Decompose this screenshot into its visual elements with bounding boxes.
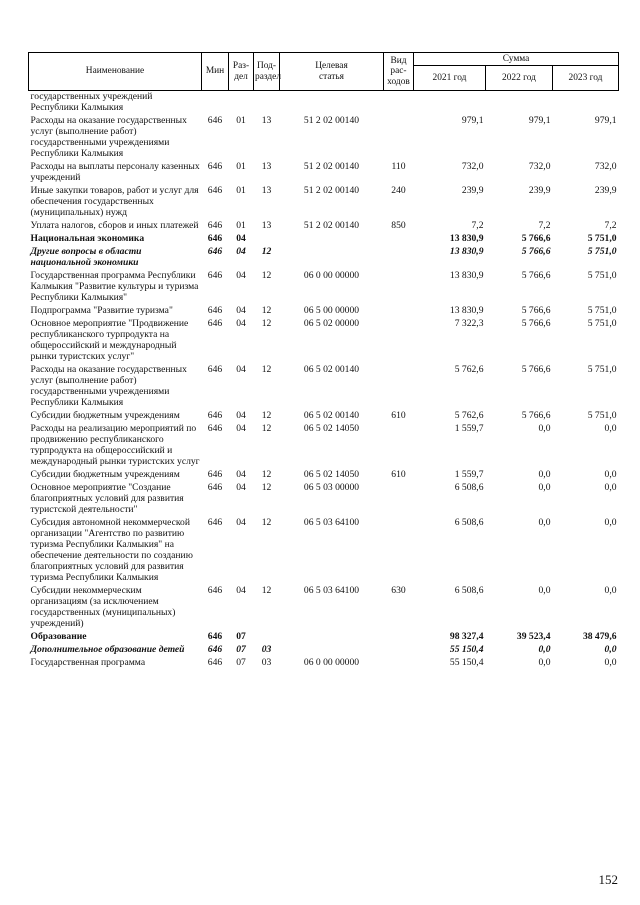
row-statya xyxy=(280,233,384,246)
row-min: 646 xyxy=(207,423,223,434)
row-podrazdel: 12 xyxy=(261,318,272,329)
row-min: 646 xyxy=(207,185,223,196)
row-sum-2023: 239,9 xyxy=(594,185,617,196)
row-sum-2022: 0,0 xyxy=(538,423,551,434)
row-sum-2021: 979,1 xyxy=(461,115,484,126)
header-razdel: Раз- дел xyxy=(229,53,254,91)
row-podrazdel: 13 xyxy=(261,161,272,172)
row-razdel: 04 xyxy=(236,410,246,421)
table-row xyxy=(29,517,619,585)
row-statya xyxy=(280,644,384,657)
table-row xyxy=(29,423,619,469)
row-name: Расходы на выплаты персоналу казенных учреждений xyxy=(30,161,200,183)
header-year-2022: 2022 год xyxy=(486,66,553,91)
row-sum-2023: 5 751,0 xyxy=(587,410,617,421)
row-name: Иные закупки товаров, работ и услуг для обеспечения государственных (муниципальных) нужд xyxy=(30,185,199,218)
row-min: 646 xyxy=(207,305,223,316)
row-vid xyxy=(384,318,414,364)
row-vid xyxy=(384,364,414,410)
row-vid: 850 xyxy=(391,220,406,231)
table-row xyxy=(29,644,619,657)
table-row xyxy=(29,469,619,482)
row-sum-2021: 7,2 xyxy=(471,220,484,231)
row-vid xyxy=(384,246,414,270)
row-sum-2023: 0,0 xyxy=(604,482,617,493)
row-podrazdel: 12 xyxy=(261,423,272,434)
header-summa: Сумма xyxy=(414,53,619,66)
row-sum-2022: 732,0 xyxy=(528,161,551,172)
row-min: 646 xyxy=(207,657,223,668)
row-name: Подпрограмма "Развитие туризма" xyxy=(30,305,173,316)
row-sum-2021: 98 327,4 xyxy=(449,631,484,642)
row-statya: 06 5 03 64100 xyxy=(303,585,360,596)
row-razdel xyxy=(229,91,254,116)
table-row xyxy=(29,91,619,116)
row-name: Субсидии некоммерческим организациям (за исключением государственных (муниципальных) учреждений) xyxy=(30,585,176,629)
row-min: 646 xyxy=(207,644,223,655)
row-sum-2021: 7 322,3 xyxy=(454,318,484,329)
table-row xyxy=(29,318,619,364)
row-razdel: 04 xyxy=(236,423,246,434)
row-min: 646 xyxy=(207,233,223,244)
row-podrazdel xyxy=(254,91,280,116)
row-podrazdel: 12 xyxy=(261,246,272,257)
row-statya: 06 0 00 00000 xyxy=(303,657,360,668)
table-row xyxy=(29,631,619,644)
row-vid xyxy=(384,233,414,246)
header-name: Наименование xyxy=(29,53,202,91)
row-sum-2021: 1 559,7 xyxy=(454,469,484,480)
row-sum-2022: 5 766,6 xyxy=(521,233,551,244)
row-statya: 06 5 02 00140 xyxy=(303,410,360,421)
row-min: 646 xyxy=(207,469,223,480)
row-razdel: 04 xyxy=(236,246,246,257)
header-statya: Целевая статья xyxy=(280,53,384,91)
row-vid xyxy=(384,270,414,305)
row-podrazdel: 12 xyxy=(261,270,272,281)
row-sum-2021: 55 150,4 xyxy=(449,644,484,655)
row-sum-2022: 979,1 xyxy=(528,115,551,126)
header-min: Мин xyxy=(202,53,229,91)
row-name: Государственная программа xyxy=(30,657,146,668)
row-name: Расходы на реализацию мероприятий по продвижению республиканского турпродукта на общероссийский и международный рынки туристских услуг xyxy=(30,423,200,467)
table-body xyxy=(29,91,619,671)
table-row xyxy=(29,161,619,185)
table-row xyxy=(29,185,619,220)
row-sum-2022: 5 766,6 xyxy=(521,364,551,375)
row-statya: 51 2 02 00140 xyxy=(303,220,360,231)
row-sum-2023: 0,0 xyxy=(604,657,617,668)
row-sum-2023: 0,0 xyxy=(604,644,617,655)
row-sum-2022: 0,0 xyxy=(538,517,551,528)
row-podrazdel: 12 xyxy=(261,469,272,480)
row-vid xyxy=(384,482,414,517)
row-statya: 06 0 00 00000 xyxy=(303,270,360,281)
row-razdel: 01 xyxy=(236,220,246,231)
row-podrazdel: 03 xyxy=(261,657,272,668)
table-row xyxy=(29,246,619,270)
row-min: 646 xyxy=(207,482,223,493)
row-vid: 110 xyxy=(391,161,406,172)
row-podrazdel: 12 xyxy=(261,517,272,528)
row-sum-2023: 0,0 xyxy=(604,585,617,596)
row-sum-2023: 5 751,0 xyxy=(587,246,617,257)
row-min: 646 xyxy=(207,410,223,421)
budget-table-sheet xyxy=(28,52,618,670)
row-statya: 06 5 02 00140 xyxy=(303,364,360,375)
row-name: Субсидии бюджетным учреждениям xyxy=(30,469,180,480)
row-sum-2023: 0,0 xyxy=(604,423,617,434)
row-vid xyxy=(384,91,414,116)
row-sum-2021: 6 508,6 xyxy=(454,517,484,528)
row-sum-2023 xyxy=(553,91,619,116)
table-row xyxy=(29,233,619,246)
row-sum-2022: 239,9 xyxy=(528,185,551,196)
row-sum-2023: 5 751,0 xyxy=(587,305,617,316)
row-min: 646 xyxy=(207,270,223,281)
row-sum-2022: 0,0 xyxy=(538,469,551,480)
row-vid: 630 xyxy=(391,585,406,596)
row-podrazdel xyxy=(254,631,280,644)
row-podrazdel: 12 xyxy=(261,305,272,316)
row-name: Уплата налогов, сборов и иных платежей xyxy=(30,220,199,231)
row-razdel: 01 xyxy=(236,185,246,196)
row-sum-2021: 1 559,7 xyxy=(454,423,484,434)
row-min: 646 xyxy=(207,517,223,528)
row-razdel: 04 xyxy=(236,517,246,528)
row-sum-2021: 6 508,6 xyxy=(454,482,484,493)
row-sum-2022: 0,0 xyxy=(538,482,551,493)
row-podrazdel: 12 xyxy=(261,364,272,375)
table-row xyxy=(29,305,619,318)
row-sum-2021 xyxy=(414,91,486,116)
row-name: Расходы на оказание государственных услуг (выполнение работ) государственными учреждениями Республики Калмыкия xyxy=(30,115,187,159)
row-vid xyxy=(384,657,414,670)
row-sum-2022: 5 766,6 xyxy=(521,305,551,316)
row-sum-2021: 239,9 xyxy=(461,185,484,196)
row-vid xyxy=(384,305,414,318)
row-podrazdel: 13 xyxy=(261,115,272,126)
row-min: 646 xyxy=(207,220,223,231)
row-sum-2022: 0,0 xyxy=(538,585,551,596)
row-vid: 610 xyxy=(391,469,406,480)
row-sum-2021: 5 762,6 xyxy=(454,410,484,421)
row-sum-2023: 5 751,0 xyxy=(587,233,617,244)
row-sum-2021: 13 830,9 xyxy=(449,305,484,316)
row-vid xyxy=(384,115,414,161)
row-sum-2023: 979,1 xyxy=(594,115,617,126)
row-razdel: 01 xyxy=(236,115,246,126)
row-min: 646 xyxy=(207,631,223,642)
row-razdel: 01 xyxy=(236,161,246,172)
row-name: государственных учреждений Республики Калмыкия xyxy=(30,91,153,113)
row-statya xyxy=(280,246,384,270)
row-podrazdel: 12 xyxy=(261,585,272,596)
table-row xyxy=(29,585,619,631)
row-sum-2023: 0,0 xyxy=(604,517,617,528)
row-min: 646 xyxy=(207,246,223,257)
row-podrazdel: 13 xyxy=(261,220,272,231)
table-row xyxy=(29,364,619,410)
table-row xyxy=(29,270,619,305)
row-sum-2021: 55 150,4 xyxy=(449,657,484,668)
row-name: Основное мероприятие "Создание благоприятных условий для развития туристской деятельности" xyxy=(30,482,184,515)
page-number: 152 xyxy=(598,872,618,887)
row-name: Дополнительное образование детей xyxy=(30,644,185,655)
table-row xyxy=(29,410,619,423)
row-statya: 06 5 02 14050 xyxy=(303,423,360,434)
table-header xyxy=(29,53,619,91)
row-sum-2022: 39 523,4 xyxy=(516,631,551,642)
row-razdel: 04 xyxy=(236,305,246,316)
row-vid xyxy=(384,644,414,657)
row-razdel: 04 xyxy=(236,318,246,329)
header-year-2021: 2021 год xyxy=(414,66,486,91)
row-vid: 610 xyxy=(391,410,406,421)
row-podrazdel xyxy=(254,233,280,246)
row-sum-2023: 732,0 xyxy=(594,161,617,172)
row-sum-2021: 13 830,9 xyxy=(449,270,484,281)
header-year-2023: 2023 год xyxy=(553,66,619,91)
row-sum-2023: 5 751,0 xyxy=(587,318,617,329)
row-vid xyxy=(384,631,414,644)
row-razdel: 07 xyxy=(236,631,246,642)
row-statya xyxy=(280,91,384,116)
row-vid: 240 xyxy=(391,185,406,196)
row-sum-2023: 0,0 xyxy=(604,469,617,480)
table-row xyxy=(29,657,619,670)
row-podrazdel: 12 xyxy=(261,482,272,493)
row-min: 646 xyxy=(207,115,223,126)
row-razdel: 07 xyxy=(236,644,246,655)
row-sum-2023: 7,2 xyxy=(604,220,617,231)
row-name: Субсидия автономной некоммерческой организации "Агентство по развитию туризма Республики Калмыкия" на обеспечение деятельности по созданию благоприятных условий для развития туризма Республики Калмыкия xyxy=(30,517,193,583)
table-row xyxy=(29,115,619,161)
row-sum-2021: 6 508,6 xyxy=(454,585,484,596)
row-razdel: 04 xyxy=(236,469,246,480)
row-razdel: 04 xyxy=(236,585,246,596)
table-row xyxy=(29,220,619,233)
row-name: Государственная программа Республики Калмыкия "Развитие культуры и туризма Республики Калмыкия" xyxy=(30,270,199,303)
row-podrazdel: 13 xyxy=(261,185,272,196)
row-name: Расходы на оказание государственных услуг (выполнение работ) государственными учреждениями Республики Калмыкия xyxy=(30,364,187,408)
row-statya: 51 2 02 00140 xyxy=(303,161,360,172)
row-razdel: 04 xyxy=(236,270,246,281)
row-sum-2022: 7,2 xyxy=(538,220,551,231)
row-sum-2021: 13 830,9 xyxy=(449,233,484,244)
row-statya: 06 5 02 14050 xyxy=(303,469,360,480)
row-sum-2021: 5 762,6 xyxy=(454,364,484,375)
row-sum-2023: 5 751,0 xyxy=(587,364,617,375)
row-razdel: 04 xyxy=(236,482,246,493)
row-sum-2022: 0,0 xyxy=(538,657,551,668)
row-razdel: 04 xyxy=(236,364,246,375)
row-statya: 06 5 03 64100 xyxy=(303,517,360,528)
row-statya: 06 5 00 00000 xyxy=(303,305,360,316)
row-sum-2021: 732,0 xyxy=(461,161,484,172)
row-sum-2022 xyxy=(486,91,553,116)
row-sum-2023: 5 751,0 xyxy=(587,270,617,281)
row-name: Национальная экономика xyxy=(30,233,145,244)
header-vid: Вид рас- ходов xyxy=(384,53,414,91)
row-name: Субсидии бюджетным учреждениям xyxy=(30,410,180,421)
row-sum-2023: 38 479,6 xyxy=(582,631,617,642)
row-vid xyxy=(384,517,414,585)
row-name: Другие вопросы в области национальной экономики xyxy=(30,246,142,268)
row-statya: 06 5 03 00000 xyxy=(303,482,360,493)
budget-table xyxy=(28,52,619,670)
row-name: Основное мероприятие "Продвижение республиканского турпродукта на общероссийский и международный рынки туристских услуг" xyxy=(30,318,189,362)
row-min: 646 xyxy=(207,318,223,329)
row-razdel: 07 xyxy=(236,657,246,668)
row-vid xyxy=(384,423,414,469)
row-min: 646 xyxy=(207,364,223,375)
row-sum-2022: 5 766,6 xyxy=(521,318,551,329)
row-statya: 51 2 02 00140 xyxy=(303,185,360,196)
row-statya xyxy=(280,631,384,644)
row-sum-2022: 0,0 xyxy=(538,644,551,655)
row-min: 646 xyxy=(207,585,223,596)
row-statya: 51 2 02 00140 xyxy=(303,115,360,126)
header-podrazdel: Под- раздел xyxy=(254,53,280,91)
row-razdel: 04 xyxy=(236,233,246,244)
row-podrazdel: 03 xyxy=(261,644,272,655)
row-statya: 06 5 02 00000 xyxy=(303,318,360,329)
row-min xyxy=(202,91,229,116)
row-sum-2021: 13 830,9 xyxy=(449,246,484,257)
row-sum-2022: 5 766,6 xyxy=(521,410,551,421)
row-sum-2022: 5 766,6 xyxy=(521,270,551,281)
row-name: Образование xyxy=(30,631,87,642)
row-podrazdel: 12 xyxy=(261,410,272,421)
row-min: 646 xyxy=(207,161,223,172)
row-sum-2022: 5 766,6 xyxy=(521,246,551,257)
table-row xyxy=(29,482,619,517)
